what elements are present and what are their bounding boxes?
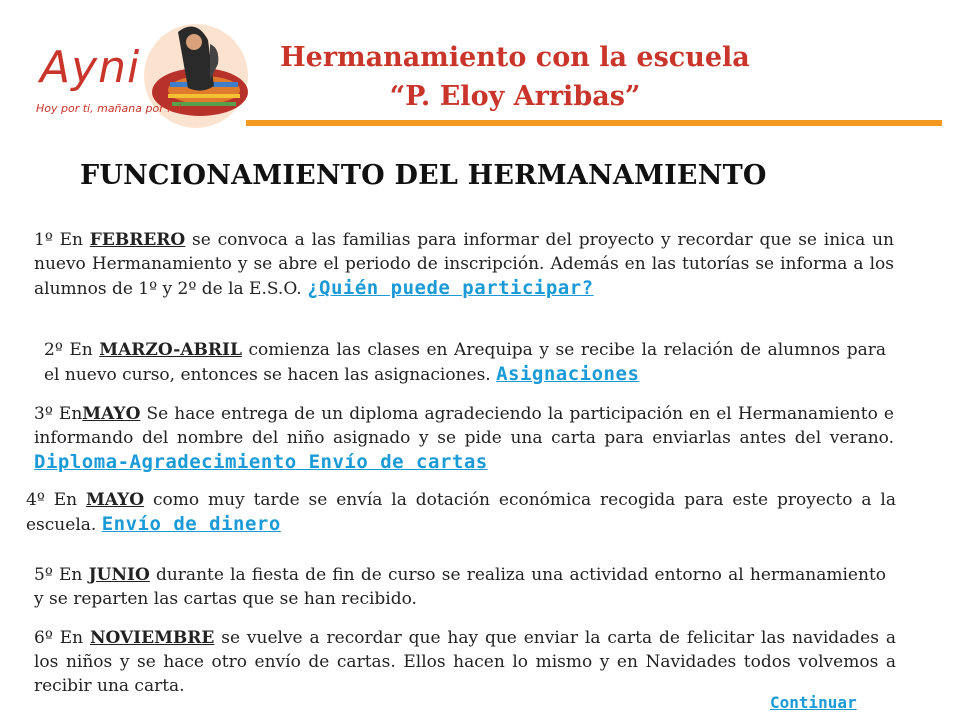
step-2-text: comienza las clases en Arequipa y se recibe la relación de alumnos para el nuevo curso, entonces se hacen las asignaciones. <box>44 340 886 385</box>
link-envio-de-cartas[interactable]: Envío de cartas <box>308 451 488 473</box>
step-4-month: MAYO <box>85 490 145 510</box>
page-title <box>255 38 775 116</box>
step-1-number: 1º En <box>34 230 90 250</box>
step-4-number: 4º En <box>26 490 86 510</box>
step-6-text: se vuelve a recordar que hay que enviar la carta de felicitar las navidades a los niños y se hace otro envío de cartas. Ellos hacen lo mismo y en Navidades todos volvemos a recibir una carta. <box>34 628 896 696</box>
step-1 <box>34 228 894 301</box>
step-3-month: MAYO <box>82 404 141 424</box>
step-2-number: 2º En <box>44 340 100 360</box>
step-5-number: 5º En <box>34 565 89 585</box>
step-2 <box>44 338 886 387</box>
step-6-month: NOVIEMBRE <box>89 628 215 648</box>
section-heading: FUNCIONAMIENTO DEL HERMANAMIENTO <box>80 160 767 191</box>
link-diploma-agradecimiento[interactable]: Diploma-Agradecimiento <box>34 451 309 473</box>
step-3-text: Se hace entrega de un diploma agradeciendo la participación en el Hermanamiento e informando del nombre del niño asignado y se pide una carta para enviarlas antes del verano. <box>34 404 894 448</box>
step-4 <box>26 488 896 537</box>
step-5-text: durante la fiesta de fin de curso se realiza una actividad entorno al hermanamiento y se reparten las cartas que se han recibido. <box>34 565 887 609</box>
step-3-number: 3º En <box>34 404 83 424</box>
step-2-month: MARZO-ABRIL <box>99 340 242 360</box>
step-6-number: 6º En <box>34 628 90 648</box>
step-1-month: FEBRERO <box>89 230 186 250</box>
title-line-1: Hermanamiento con la escuela <box>280 42 750 73</box>
step-5 <box>34 563 886 611</box>
continue-link[interactable]: Continuar <box>770 693 857 712</box>
ayni-logo <box>28 18 264 130</box>
title-line-2: “P. Eloy Arribas” <box>389 81 641 112</box>
logo-name: Ayni <box>40 42 141 93</box>
step-3 <box>34 402 894 475</box>
link-quien-puede-participar[interactable]: ¿Quién puede participar? <box>307 277 594 299</box>
logo-tagline: Hoy por ti, mañana por mi <box>36 102 181 115</box>
step-4-text: como muy tarde se envía la dotación económica recogida para este proyecto a la escuela. <box>26 490 896 535</box>
step-6 <box>34 626 896 698</box>
link-envio-de-dinero[interactable]: Envío de dinero <box>101 513 281 535</box>
step-5-month: JUNIO <box>88 565 150 585</box>
step-1-text: se convoca a las familias para informar del proyecto y recordar que se inica un nuevo Hermanamiento y se abre el periodo de inscripción. Además en las tutorías se informa a los alumnos de 1º y 2º de la E.S.O. <box>34 230 894 299</box>
header-divider <box>246 120 942 126</box>
link-asignaciones[interactable]: Asignaciones <box>496 363 640 385</box>
